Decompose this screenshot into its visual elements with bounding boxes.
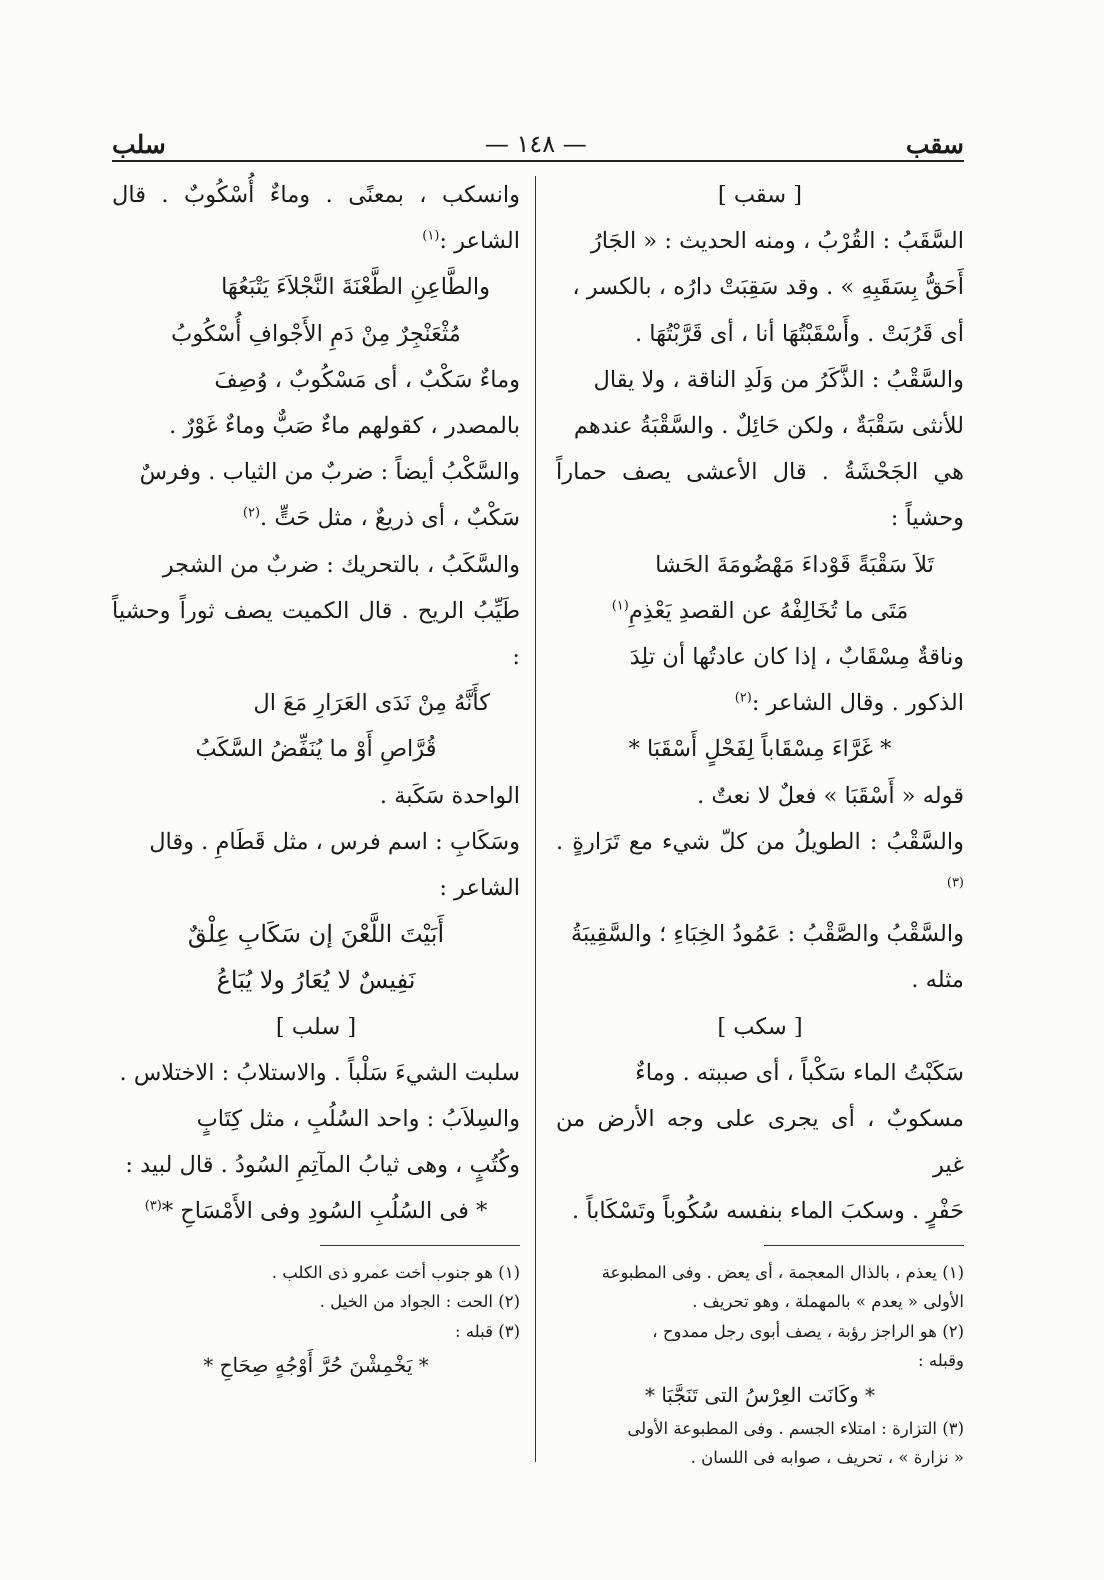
verse-line-with-note <box>556 588 964 634</box>
verse-line: تَلاَ سَقْبَةً قَوْداءَ مَهْضُومَةَ الحَشا <box>655 551 934 578</box>
right-headword: سقب <box>905 129 964 159</box>
footnote-rule <box>320 1245 520 1246</box>
text-line: والسَّكَبُ ، بالتحريك : ضربٌ من الشجر <box>162 551 520 578</box>
text-line: مسكوبٌ ، أى يجرى على وجه الأرض من غير <box>556 1106 964 1179</box>
text-line: للأنثى سَقْبَةٌ ، ولكن حَائِلٌ . والسَّقْبَةُ عندهم <box>573 413 964 440</box>
text-line: سَكَبْتُ الماء سَكْباً ، أى صببته . وماءٌ <box>635 1059 964 1086</box>
footnote-verse: * وكَانَت العِرْسُ التى تَنَجَّبَا * <box>644 1382 875 1407</box>
footnote-line: (٢) هو الراجز رؤبة ، يصف أبوى رجل ممدوح ، <box>652 1321 964 1341</box>
verse-text: * فى السُلُبِ السُودِ وفى الأَمْسَاحِ * <box>161 1198 488 1225</box>
text-line: بالمصدر ، كقولهم ماءٌ صَبٌّ وماءٌ غَوْرٌ . <box>169 413 520 440</box>
entry-title-sakab: [ سكب ] <box>717 1013 803 1040</box>
text-line: سلبت الشيءَ سَلْباً . والاستلابُ : الاختلاس . <box>119 1059 520 1086</box>
right-column <box>556 172 964 1473</box>
text-line: السَّقَبُ : القُرْبُ ، ومنه الحديث : « الجَارُ <box>590 228 964 255</box>
text-line: وماءٌ سَكْبٌ ، أى مَسْكُوبٌ ، وُصِفَ <box>214 366 520 393</box>
verse-line: والطَّاعِنِ الطَّعْنَةَ النَّجْلاَءَ يَتْبَعُهَا <box>221 274 490 301</box>
left-headword: سلب <box>112 129 166 159</box>
footnote-line: (٣) قبله : <box>455 1321 520 1341</box>
verse-line: نَفِيسٌ لا يُعَارُ ولا يُبَاعُ <box>216 966 416 995</box>
footnote-mark: (٣) <box>946 875 964 891</box>
footnote-mark: (٣) <box>144 1198 162 1214</box>
text-line: الشاعر : <box>439 875 520 902</box>
footnote-verse: * يَخْمِشْنَ حُرَّ أَوْجُهٍ صِحَاحِ * <box>203 1353 429 1378</box>
verse-line: مُثْعَنْجِرٌ مِنْ دَمِ الأَجْوافِ أُسْكُوبُ <box>171 320 461 347</box>
left-footnotes <box>112 1258 520 1385</box>
footnote-line: (٢) الحت : الجواد من الخيل . <box>319 1292 520 1312</box>
footnote-mark: (٢) <box>242 505 261 521</box>
footnote-rule <box>764 1245 964 1246</box>
footnote-line: (٣) التزارة : امتلاء الجسم . وفى المطبوعة الأولى <box>627 1418 964 1438</box>
header-rule <box>112 160 964 162</box>
footnote-mark: (١) <box>422 228 440 244</box>
text-line: أى قَرُبَتْ . وأَسْقَبْتُهَا أنا ، أى قَرَّبْتُهَا . <box>634 320 964 347</box>
text-line: مثله . <box>911 967 964 994</box>
verse-text: مَتَى ما تُخَالِفْهُ عن القصدِ يَعْذِمِ <box>628 597 909 624</box>
entry-title-salab: [ سلب ] <box>275 1013 357 1040</box>
page-number: — ١٤٨ — <box>484 130 587 158</box>
footnote-line: وقبله : <box>918 1351 964 1371</box>
text-line: والسَّقْبُ : الذَّكَرُ من وَلَدِ الناقة ، ولا يقال <box>593 366 964 393</box>
footnote-line: « نزارة » ، تحريف ، صوابه فى اللسان . <box>690 1448 964 1468</box>
verse-line: * غَرَّاءَ مِسْقَاباً لِفَحْلٍ أَسْقَبَا * <box>628 736 892 763</box>
text-line: طَيِّبُ الريح . قال الكميت يصف ثوراً وحشياً : <box>112 597 520 671</box>
verse-line: قُرَّاصِ أَوْ ما يُنَفِّضُ السَّكَبُ <box>195 736 437 763</box>
text-line: والسَّقْبُ والصَّقْبُ : عَمُودُ الخِبَاءِ ؛ والسَّقِيبَةُ <box>570 921 964 948</box>
footnote-mark: (١) <box>611 598 629 614</box>
text-line: الواحدة سَكَبة . <box>379 782 520 809</box>
line-text: وانسكب ، بمعنًى . وماءٌ أُسْكُوبٌ . قال الشاعر : <box>112 182 520 255</box>
text-line: حَفْرٍ . وسكبَ الماء بنفسه سُكُوباً وتَسْكَاباً . <box>571 1198 964 1225</box>
text-line-with-note <box>556 819 964 911</box>
verse-line-with-note <box>112 1188 520 1234</box>
text-line: والسَّكْبُ أيضاً : ضربٌ من الثياب . وفرسٌ <box>139 459 520 486</box>
text-line: هي الجَحْشَةُ . قال الأعشى يصف حماراً وحشياً : <box>556 459 964 532</box>
column-divider <box>535 176 536 1462</box>
left-column <box>112 172 520 1384</box>
verse-line: كأَنَّهُ مِنْ نَدَى العَرَارِ مَعَ ال <box>253 690 490 717</box>
line-text: الذكور . وقال الشاعر : <box>751 690 964 717</box>
entry-title-saqab: [ سقب ] <box>717 182 803 208</box>
text-line-with-note <box>112 172 520 264</box>
text-line: وسَكَابِ : اسم فرس ، مثل قَطَامِ . وقال <box>149 828 520 855</box>
text-line: والسِلاَبُ : واحد السُلُبِ ، مثل كِتَابٍ <box>196 1106 520 1133</box>
line-text: والسَّقْبُ : الطويلُ من كلّ شيء مع تَرَارةٍ . <box>556 828 964 855</box>
line-text: سَكْبٌ ، أى ذريعٌ ، مثل حَتٍّ . <box>260 505 520 532</box>
footnote-mark: (٢) <box>734 690 752 706</box>
text-line-with-note <box>556 680 964 726</box>
text-line: قوله « أَسْقَبَا » فعلٌ لا نعتٌ . <box>697 782 964 809</box>
footnote-line: الأولى « يعدم » بالمهملة ، وهو تحريف . <box>692 1292 964 1312</box>
text-line: وناقةٌ مِسْقَابٌ ، إذا كان عادتُها أن تلِدَ <box>629 644 964 671</box>
footnote-line: (١) يعذم ، بالذال المعجمة ، أى يعض . وفى المطبوعة <box>601 1262 964 1282</box>
text-line: وكُتُبٍ ، وهى ثيابُ المآتِمِ السُودُ . قال لبيد : <box>125 1152 520 1179</box>
text-line-with-note <box>112 495 520 541</box>
footnote-line: (١) هو جنوب أخت عمرو ذى الكلب . <box>271 1262 520 1282</box>
text-line: أَحَقُّ بِسَقَبِهِ » . وقد سَقِبَتْ دارُه ، بالكسر ، <box>572 274 964 301</box>
verse-line: أَبَيْتَ اللَّعْنَ إن سَكَابِ عِلْقٌ <box>187 920 445 949</box>
right-footnotes <box>556 1258 964 1473</box>
page-header <box>112 128 964 160</box>
